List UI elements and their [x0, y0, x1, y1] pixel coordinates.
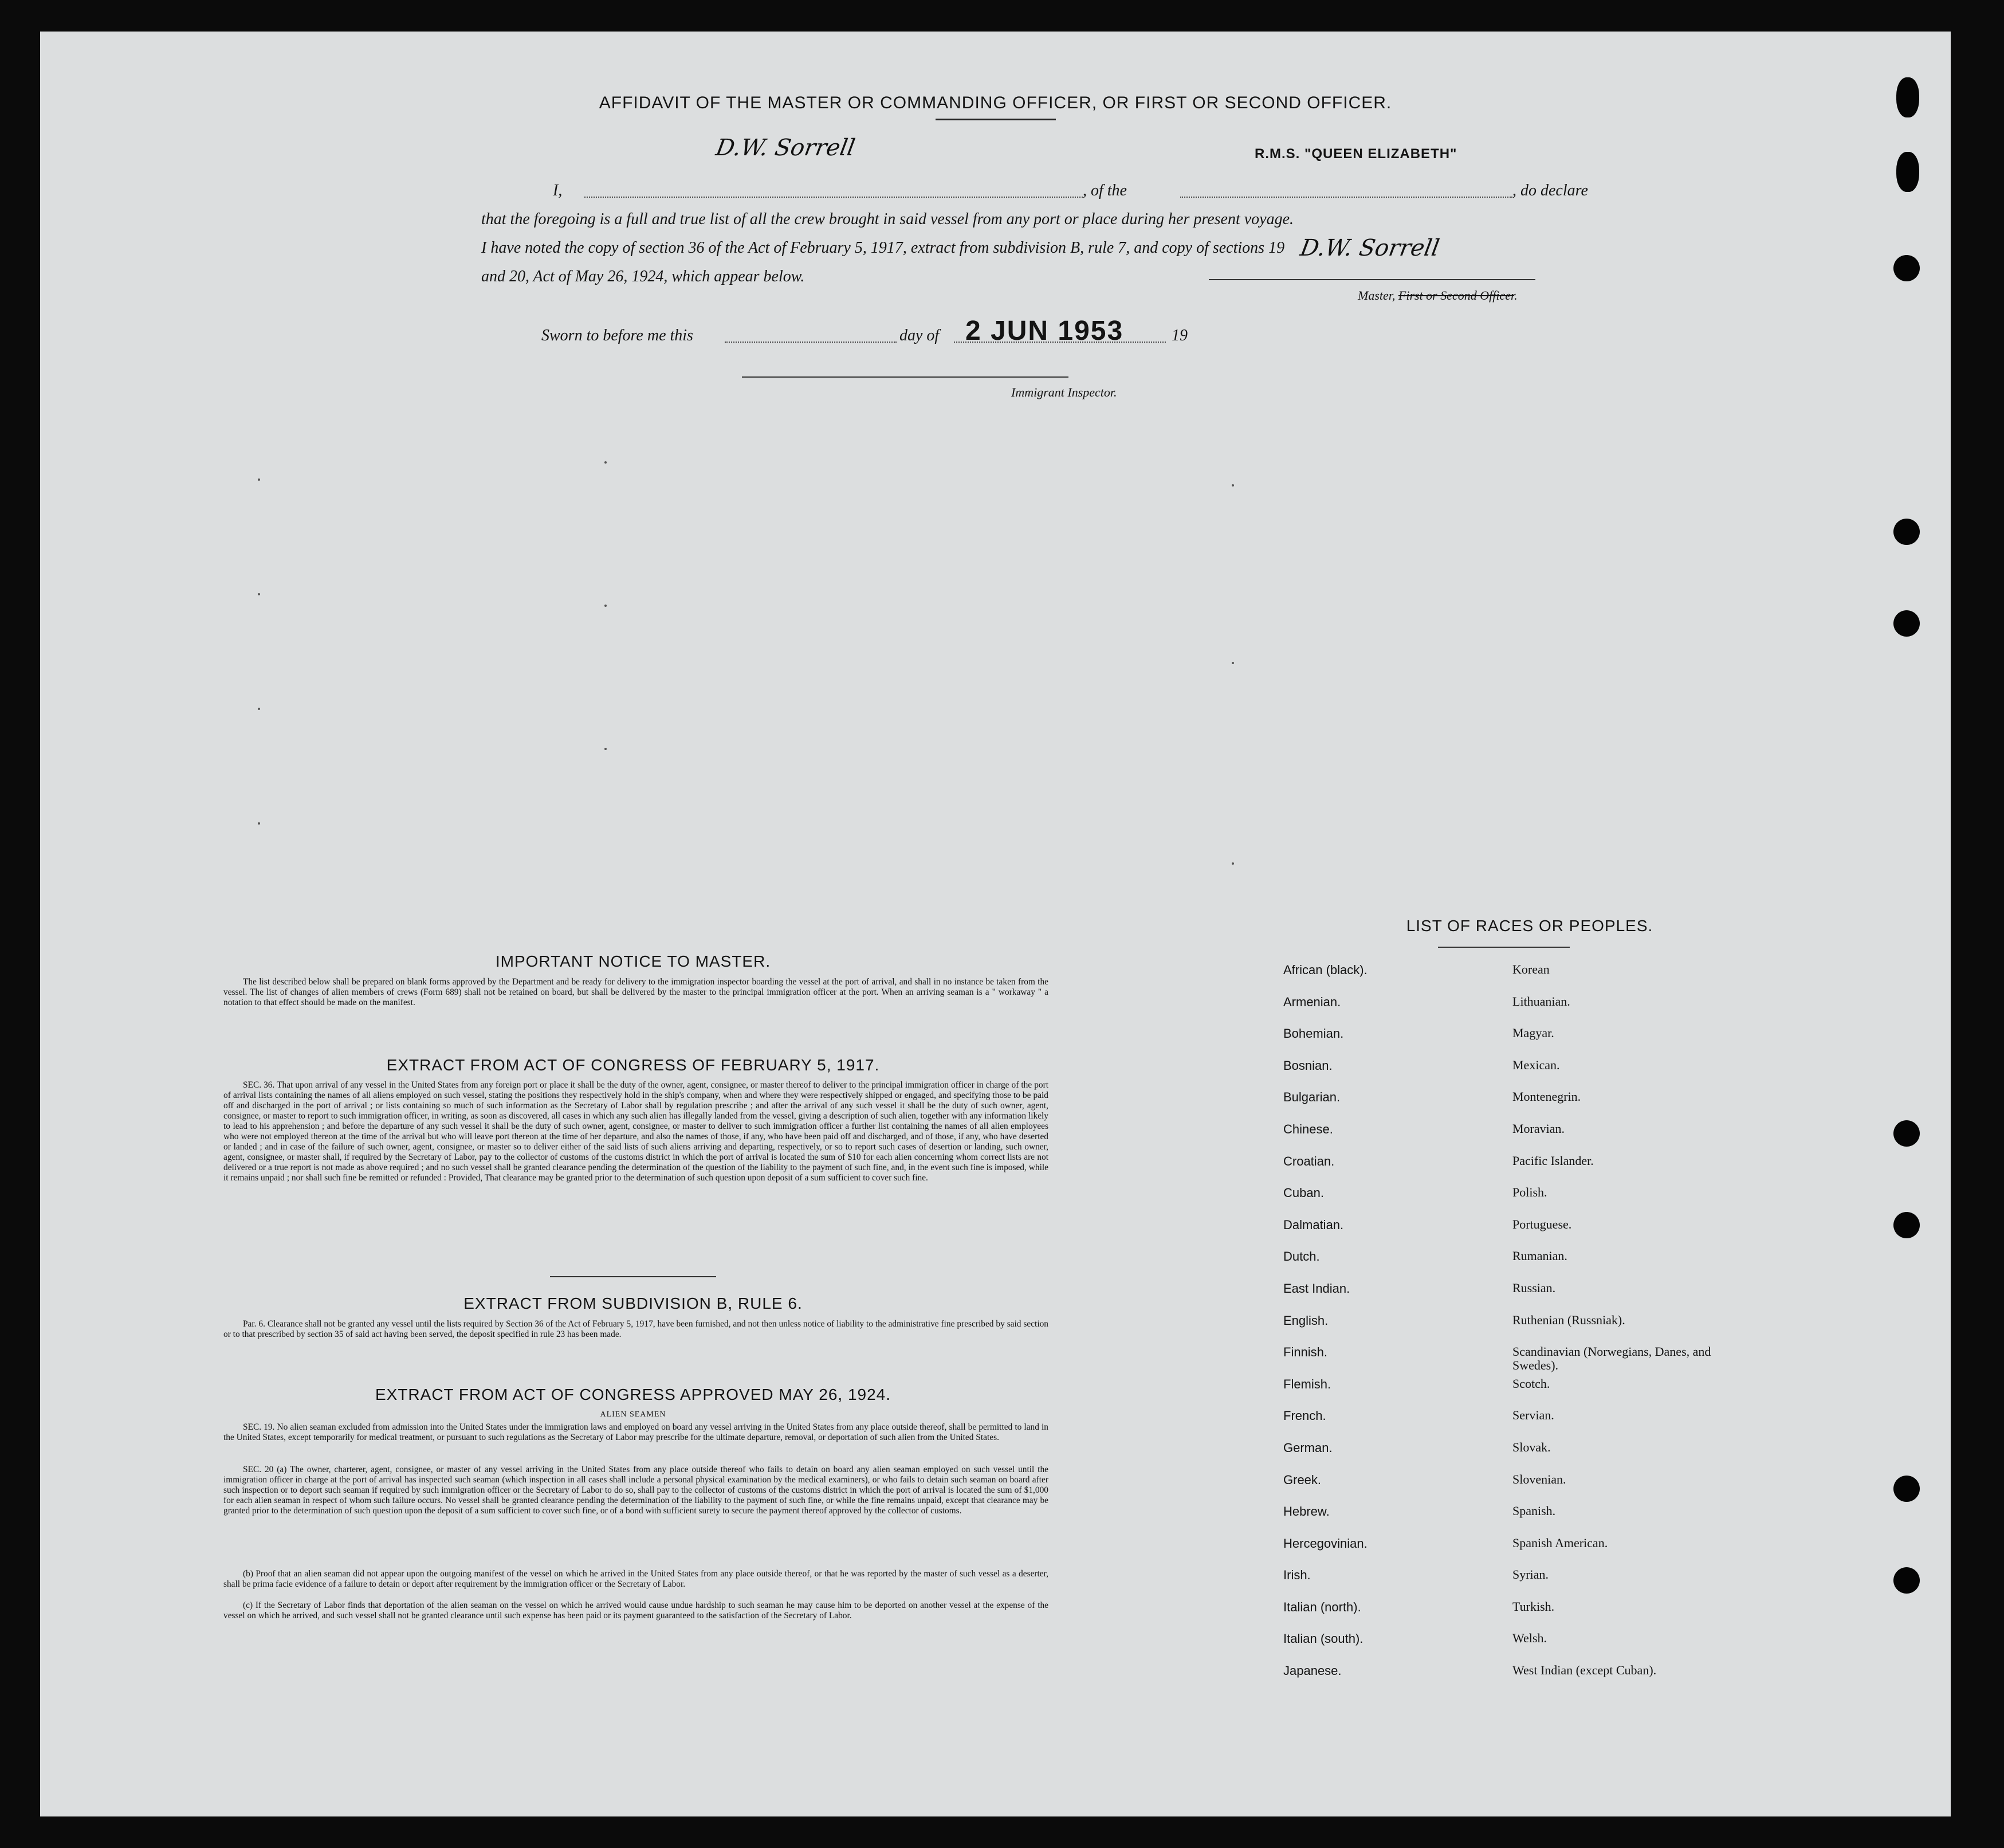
scan-mark [1232, 862, 1234, 865]
races-title: LIST OF RACES OR PEOPLES. [1406, 917, 1653, 935]
scan-mark [258, 593, 260, 595]
race-right: Servian. [1512, 1408, 1554, 1423]
race-left: Bosnian. [1283, 1058, 1333, 1073]
race-right: Turkish. [1512, 1599, 1555, 1614]
vessel-name: R.M.S. "QUEEN ELIZABETH" [1255, 146, 1457, 162]
alien-seamen-subtitle: ALIEN SEAMEN [600, 1410, 666, 1419]
officer-signature: D.W. Sorrell [713, 135, 857, 161]
notice-text: The list described below shall be prepared on blank forms approved by the Department and be ready for delivery to the immigration inspector boarding the vessel at the port of arrival, and shall in no instance be taken from the vessel. The list of changes of alien members of crews (Form 689) shall not be retained on board, but shall be delivered by the master to the principal immigration officer at the port. When an arriving seaman is a " workaway " a notation to that effect should be made on the manifest. [223, 977, 1048, 1007]
race-row [1283, 1504, 1856, 1536]
race-right: Scandinavian (Norwegians, Danes, and Swedes). [1512, 1344, 1711, 1373]
race-row [1283, 1313, 1856, 1345]
scan-mark [1232, 662, 1234, 664]
year-prefix: 19 [1172, 327, 1188, 344]
race-left: Japanese. [1283, 1663, 1342, 1678]
scan-mark [258, 822, 260, 825]
name-fill-line [584, 176, 1083, 198]
race-right: Magyar. [1512, 1026, 1554, 1041]
race-left: Hercegovinian. [1283, 1536, 1368, 1551]
binder-hole [1893, 519, 1920, 545]
race-row [1283, 1249, 1856, 1281]
i-label: I, [553, 182, 563, 199]
race-row [1283, 1441, 1856, 1473]
race-left: African (black). [1283, 963, 1368, 977]
race-row [1283, 1218, 1856, 1250]
race-right: Spanish. [1512, 1504, 1556, 1519]
race-right: Mexican. [1512, 1057, 1560, 1072]
race-right: Welsh. [1512, 1631, 1547, 1646]
master-signature: D.W. Sorrell [1298, 235, 1441, 261]
race-right: Ruthenian (Russniak). [1512, 1312, 1625, 1327]
race-right: Scotch. [1512, 1376, 1550, 1391]
master-label: Master, First or Second Officer. [1358, 288, 1518, 303]
inspector-label: Immigrant Inspector. [1011, 385, 1117, 399]
race-right: Moravian. [1512, 1121, 1565, 1136]
sworn-label: Sworn to before me this [541, 327, 693, 344]
race-row [1283, 1186, 1856, 1218]
race-row [1283, 1631, 1856, 1663]
binder-hole [1893, 1476, 1920, 1502]
day-fill-line [725, 321, 897, 343]
race-row [1283, 1600, 1856, 1632]
races-list [1283, 963, 1856, 1696]
race-right: Korean [1512, 962, 1550, 976]
race-row [1283, 1408, 1856, 1441]
binder-hole [1893, 1120, 1920, 1147]
race-row [1283, 1281, 1856, 1313]
race-right: Polish. [1512, 1185, 1547, 1200]
day-of-label: day of [899, 327, 940, 344]
race-left: French. [1283, 1408, 1326, 1423]
race-row [1283, 1026, 1856, 1058]
race-left: Bulgarian. [1283, 1090, 1341, 1105]
race-row [1283, 1473, 1856, 1505]
notice-title: IMPORTANT NOTICE TO MASTER. [495, 952, 771, 970]
scan-mark [1232, 484, 1234, 486]
race-row [1283, 1090, 1856, 1122]
race-left: East Indian. [1283, 1281, 1350, 1296]
race-left: Cuban. [1283, 1186, 1324, 1200]
race-left: Greek. [1283, 1472, 1322, 1487]
scan-mark [604, 605, 607, 607]
race-left: Croatian. [1283, 1153, 1335, 1168]
subdivision-b-text: Par. 6. Clearance shall not be granted any vessel until the lists required by Section 36 of the Act of February 5, 1917, have been furnished, and not then unless notice of liability to the administrative fine prescribed by said section or to that prescribed by section 35 of said act having been served, the deposit specified in rule 23 has been made. [223, 1319, 1048, 1339]
race-left: Italian (north). [1283, 1599, 1361, 1614]
inspector-signature-line [742, 376, 1068, 378]
binder-hole [1893, 1567, 1920, 1594]
races-title-rule [1438, 947, 1570, 948]
binder-hole [1896, 152, 1919, 192]
race-right: Montenegrin. [1512, 1089, 1581, 1104]
race-left: English. [1283, 1313, 1329, 1328]
affidavit-body-line3: and 20, Act of May 26, 1924, which appear below. [481, 268, 805, 285]
race-right: Spanish American. [1512, 1535, 1608, 1550]
race-left: Armenian. [1283, 994, 1341, 1009]
binder-hole [1893, 610, 1920, 637]
race-right: Slovak. [1512, 1439, 1551, 1454]
vessel-fill-line [1180, 176, 1512, 198]
sec20b-text: (b) Proof that an alien seaman did not appear upon the outgoing manifest of the vessel on which he arrived in the United States from any place outside thereof, or that he was reported by the master of such vessel as a deserter, shall be prima facie evidence of a failure to detain or deport after requirement by the immigration officer or the Secretary of Labor. [223, 1569, 1048, 1589]
sec20a-text: SEC. 20 (a) The owner, charterer, agent, consignee, or master of any vessel arriving in the United States from any place outside thereof who fails to detain on board any alien seaman employed on such vessel until the immigration officer in charge at the port of arrival has inspected such seaman (which inspection in all cases shall include a personal physical examination by the medical examiners), or who fails to detain such seaman on board after such inspection or to deport such seaman if required by such immigration officer or the Secretary of Labor to do so, shall pay to the collector of customs of the customs district in which the port of arrival is located the sum of $1,000 for each alien seaman in respect of whom such failure occurs. No vessel shall be granted clearance pending the determination of the liability to the payment of such fine, or while the fine remains unpaid, except that clearance may be granted prior to the determination of such question upon the deposit of a sum sufficient to cover such fine, or of a bond with sufficient surety to secure the payment thereof approved by the collector of customs. [223, 1465, 1048, 1516]
scan-mark [258, 708, 260, 710]
race-row [1283, 1663, 1856, 1696]
race-row [1283, 1122, 1856, 1154]
race-row [1283, 1345, 1856, 1377]
document-page [40, 32, 1951, 1816]
scan-mark [604, 461, 607, 464]
race-row [1283, 1154, 1856, 1186]
extract-1917-text: SEC. 36. That upon arrival of any vessel in the United States from any foreign port or place it shall be the duty of the owner, agent, consignee, or master thereof to deliver to the principal immigration officer in charge of the port of arrival lists containing the names of all aliens employed on such vessel, stating the positions they respectively hold in the ship's company, when and where they were respectively shipped or engaged, and specifying those to be paid off and discharged in the port of arrival ; or lists containing so much of such information as the Secretary of Labor shall by regulation prescribe ; and after the arrival of any such vessel it shall be the duty of such owner, agent, consignee, or master to report to such immigration officer, in writing, as soon as discovered, all cases in which any such alien has illegally landed from the vessel, giving a description of such alien, together with any information likely to lead to his apprehension ; and before the departure of any such vessel it shall be the duty of such owner, agent, consignee, or master to deliver to such immigration officer a further list containing the names of all alien employees who were not employed thereon at the time of the arrival but who will leave port thereon at the time of her departure, and also the names of those, if any, who have been paid off and discharged, and of those, if any, who have deserted or landed ; and in case of the failure of such owner, agent, consignee, or master so to deliver either of the said lists of such aliens arriving and departing, respectively, or so to report such cases of desertion or landing, such owner, agent, consignee, or master shall, if required by the Secretary of Labor, pay to the collector of customs of the customs district in which the port of arrival is located the sum of $10 for each alien concerning whom correct lists are not delivered or a true report is not made as above required ; and no such vessel shall be granted clearance pending the determination of the question of the liability to the payment of such fine, and, in the event such fine is imposed, while it remains unpaid ; nor shall such fine be remitted or refunded : Provided, That clearance may be granted prior to the determination of such question upon deposit of a sum sufficient to cover such fine. [223, 1080, 1048, 1183]
race-right: Rumanian. [1512, 1249, 1567, 1264]
race-left: Italian (south). [1283, 1631, 1363, 1646]
race-row [1283, 1377, 1856, 1409]
sec19-text: SEC. 19. No alien seaman excluded from admission into the United States under the immigration laws and employed on board any vessel arriving in the United States from any place outside thereof, shall be permitted to land in the United States, except temporarily for medical treatment, or pursuant to such regulations as the Secretary of Labor may prescribe for the ultimate departure, removal, or deportation of such alien from the United States. [223, 1422, 1048, 1442]
scan-mark [258, 478, 260, 481]
binder-hole [1893, 1212, 1920, 1238]
extract-1924-title: EXTRACT FROM ACT OF CONGRESS APPROVED MAY 26, 1924. [375, 1386, 891, 1403]
race-left: Dalmatian. [1283, 1217, 1344, 1232]
of-the-label: , of the [1083, 182, 1127, 199]
affidavit-title: AFFIDAVIT OF THE MASTER OR COMMANDING OFFICER, OR FIRST OR SECOND OFFICER. [40, 93, 1951, 120]
race-row [1283, 963, 1856, 995]
race-row [1283, 1536, 1856, 1568]
race-right: Slovenian. [1512, 1472, 1566, 1486]
extract-1917-title: EXTRACT FROM ACT OF CONGRESS OF FEBRUARY 5, 1917. [386, 1056, 880, 1074]
race-left: Bohemian. [1283, 1026, 1344, 1041]
race-row [1283, 1568, 1856, 1600]
race-left: Flemish. [1283, 1376, 1331, 1391]
race-right: West Indian (except Cuban). [1512, 1663, 1657, 1678]
affidavit-body-line1: that the foregoing is a full and true list of all the crew brought in said vessel from any port or place during her present voyage. [481, 210, 1294, 228]
race-left: German. [1283, 1440, 1333, 1455]
race-right: Portuguese. [1512, 1217, 1572, 1231]
race-row [1283, 1058, 1856, 1090]
affidavit-body-line2: I have noted the copy of section 36 of the Act of February 5, 1917, extract from subdivision B, rule 7, and copy of sections 19 [481, 239, 1285, 257]
race-left: Dutch. [1283, 1249, 1320, 1264]
section-divider [550, 1276, 716, 1277]
race-right: Syrian. [1512, 1567, 1549, 1582]
master-signature-line [1209, 279, 1535, 280]
race-right: Pacific Islander. [1512, 1153, 1594, 1168]
race-right: Lithuanian. [1512, 994, 1570, 1009]
sec20c-text: (c) If the Secretary of Labor finds that deportation of the alien seaman on the vessel on which he arrived would cause undue hardship to such seaman he may cause him to be deported on another vessel at the expense of the vessel on which he arrived, and such vessel shall not be granted clearance until such expense has been paid or its payment guaranteed to the satisfaction of the Secretary of Labor. [223, 1600, 1048, 1621]
scan-mark [604, 748, 607, 750]
race-left: Chinese. [1283, 1121, 1333, 1136]
do-declare-label: , do declare [1512, 182, 1588, 199]
subdivision-b-title: EXTRACT FROM SUBDIVISION B, RULE 6. [463, 1294, 803, 1312]
date-stamp: 2 JUN 1953 [965, 316, 1124, 346]
race-left: Irish. [1283, 1568, 1311, 1583]
race-left: Hebrew. [1283, 1504, 1330, 1519]
race-row [1283, 995, 1856, 1027]
binder-hole [1893, 255, 1920, 281]
race-left: Finnish. [1283, 1345, 1328, 1360]
race-right: Russian. [1512, 1280, 1556, 1295]
